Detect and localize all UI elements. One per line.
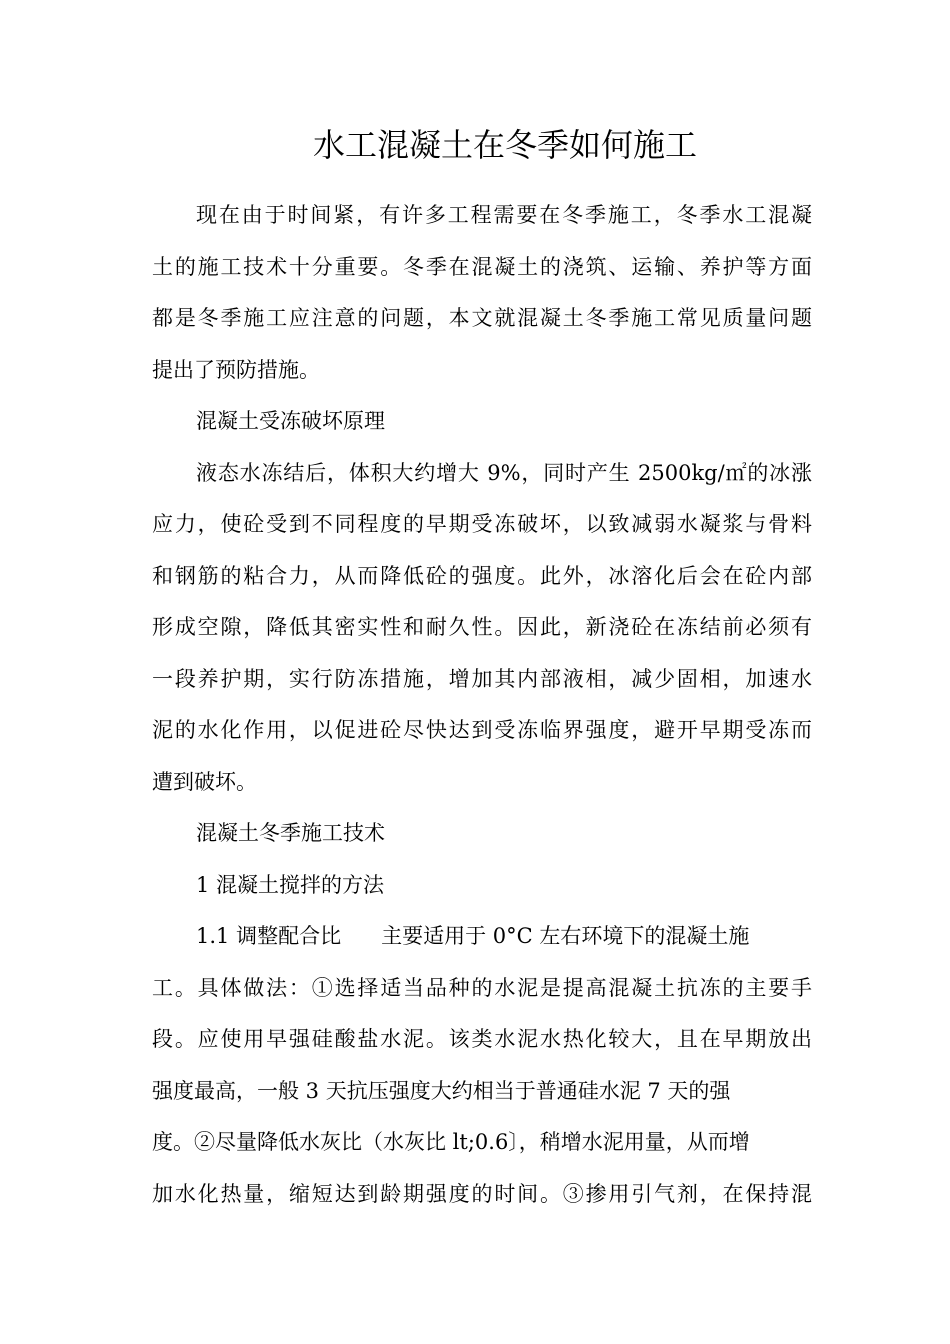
text-line: 提出了预防措施。 [152,357,320,382]
text-line [152,911,812,963]
document-title: 水工混凝土在冬季如何施工 [312,126,697,164]
section-heading-winter-tech [152,808,812,860]
text-line: 和钢筋的粘合力，从而降低砼的强度。此外，冰溶化后会在砼内部 [152,563,812,588]
text-line: 土的施工技术十分重要。冬季在混凝土的浇筑、运输、养护等方面 [152,254,812,279]
text-line: 一段养护期，实行防冻措施，增加其内部液相，减少固相，加速水 [152,666,812,691]
section-heading: 混凝土冬季施工技术 [196,821,385,845]
text-line: 形成空隙，降低其密实性和耐久性。因此，新浇砼在冻结前必须有 [152,615,812,639]
text-line: 遭到破坏。 [152,769,257,794]
subsection-lead: 1.1 调整配合比 [196,924,342,948]
text-line: 度。②尽量降低水灰比（水灰比 lt;0.6〕，稍增水泥用量，从而增 [152,1130,750,1154]
section-heading-freeze-damage [152,396,812,448]
text-line: 都是冬季施工应注意的问题，本文就混凝土冬季施工常见质量问题 [152,306,812,330]
document-body [152,190,812,1220]
text-line: 液态水冻结后，体积大约增大 9%，同时产生 2500kg/㎡的冰涨 [196,460,812,485]
paragraph-mix-ratio [152,911,812,1220]
text-line: 工。具体做法：①选择适当品种的水泥是提高混凝土抗冻的主要手 [152,975,812,1000]
section-heading-mixing [152,860,812,912]
section-heading: 1 混凝土搅拌的方法 [196,872,385,897]
paragraph-intro [152,190,812,396]
text-line: 现在由于时间紧，有许多工程需要在冬季施工，冬季水工混凝 [196,203,812,227]
paragraph-freeze-damage [152,448,812,809]
text-line: 泥的水化作用，以促进砼尽快达到受冻临界强度，避开早期受冻而 [152,718,812,742]
text-run: 主要适用于 0°C 左右环境下的混凝土施 [381,924,750,948]
text-line: 强度最高，一般 3 天抗压强度大约相当于普通硅水泥 7 天的强 [152,1078,731,1103]
section-heading: 混凝土受冻破坏原理 [196,409,385,433]
text-line: 应力，使砼受到不同程度的早期受冻破坏，以致减弱水凝浆与骨料 [152,512,812,536]
text-line: 段。应使用早强硅酸盐水泥。该类水泥水热化较大，且在早期放出 [152,1027,812,1051]
text-line: 加水化热量，缩短达到龄期强度的时间。③掺用引气剂，在保持混 [152,1181,812,1206]
